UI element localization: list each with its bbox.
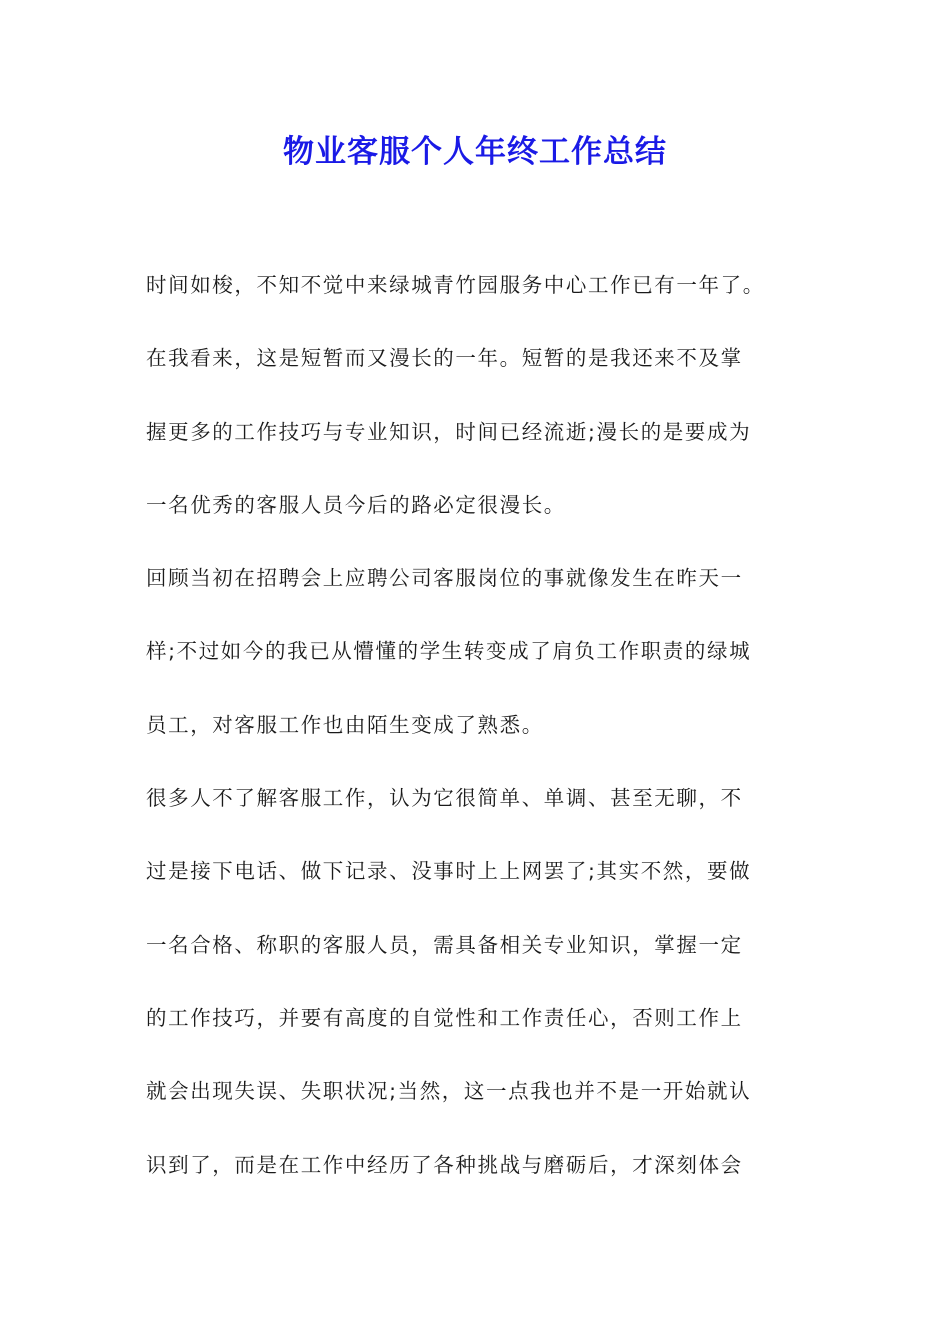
body-line: 过是接下电话、做下记录、没事时上上网罢了;其实不然，要做 [146,859,752,884]
body-line: 一名合格、称职的客服人员，需具备相关专业知识，掌握一定 [146,932,743,957]
body-line: 在我看来，这是短暂而又漫长的一年。短暂的是我还来不及掌 [146,346,743,371]
body-line: 就会出现失误、失职状况;当然，这一点我也并不是一开始就认 [146,1079,752,1104]
body-line: 握更多的工作技巧与专业知识，时间已经流逝;漫长的是要成为 [146,419,752,444]
body-line: 的工作技巧，并要有高度的自觉性和工作责任心，否则工作上 [146,1005,743,1030]
body-line: 一名优秀的客服人员今后的路必定很漫长。 [146,492,566,517]
document-title: 物业客服个人年终工作总结 [283,134,667,170]
body-line: 样;不过如今的我已从懵懂的学生转变成了肩负工作职责的绿城 [146,639,752,664]
body-line: 员工，对客服工作也由陌生变成了熟悉。 [146,712,544,737]
body-line: 回顾当初在招聘会上应聘公司客服岗位的事就像发生在昨天一 [146,566,743,591]
document-body [146,260,818,1213]
body-line: 识到了，而是在工作中经历了各种挑战与磨砺后，才深刻体会 [146,1152,743,1177]
body-line: 很多人不了解客服工作，认为它很简单、单调、甚至无聊，不 [146,786,743,811]
body-line: 时间如梭，不知不觉中来绿城青竹园服务中心工作已有一年了。 [146,273,765,297]
